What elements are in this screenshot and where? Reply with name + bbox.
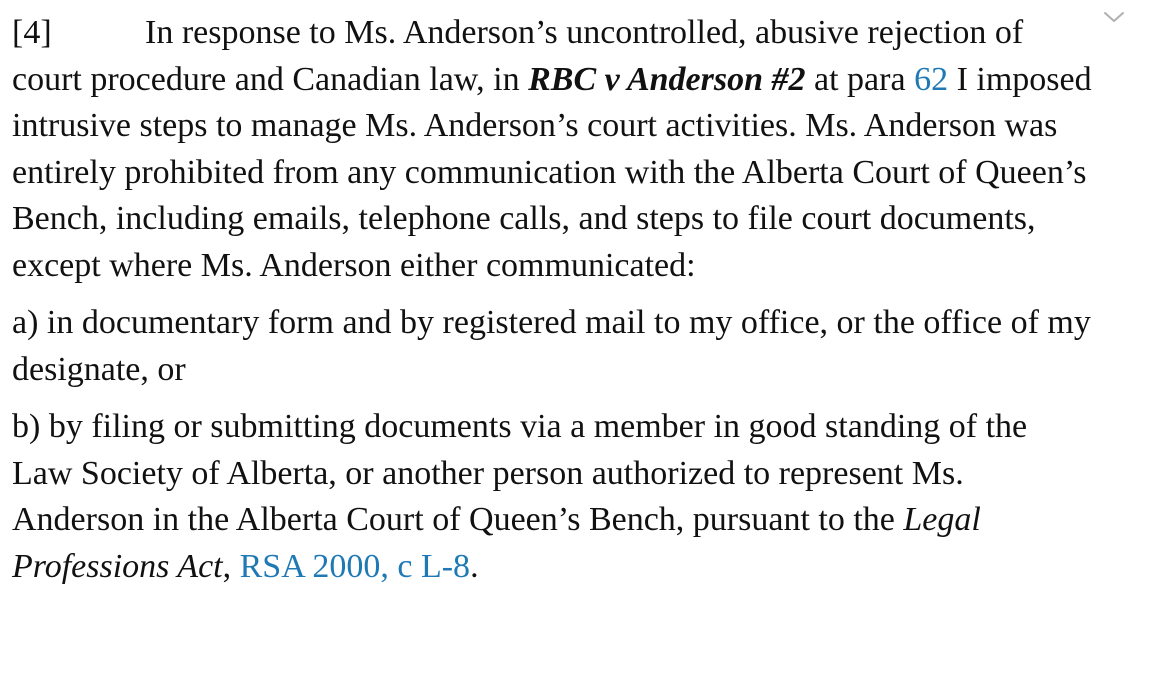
para-62-link[interactable]: 62 <box>914 60 949 98</box>
paragraph-4 <box>12 10 1092 289</box>
judgment-text <box>12 10 1092 590</box>
list-item-b <box>12 404 1092 590</box>
list-item-a-text: a) in documentary form and by registered mail to my office, or the office of my designate, or <box>12 304 1091 388</box>
case-name: RBC v Anderson #2 <box>528 60 806 98</box>
list-item-b-separator: , <box>222 547 240 585</box>
act-name: Legal Professions Act <box>12 501 981 585</box>
citation-link[interactable]: RSA 2000, c L-8 <box>239 547 471 585</box>
list-item-b-text-start: b) by filing or submitting documents via a member in good standing of the Law Society of Alberta, or another person authorized to represent Ms. Anderson in the Alberta Court of Queen’s Bench, pursuant to the <box>12 408 1028 538</box>
paragraph-text-para: at para <box>805 60 915 98</box>
list-item-a <box>12 300 1092 393</box>
paragraph-text-start: In response to Ms. Anderson’s uncontrolled, abusive rejection of court procedure and Canadian law, in <box>12 14 1024 98</box>
paragraph-number: [4] <box>12 14 52 51</box>
list-item-b-period: . <box>470 547 479 585</box>
paragraph-text-end: I imposed intrusive steps to manage Ms. Anderson’s court activities. Ms. Anderson was entirely prohibited from any communication with the Alberta Court of Queen’s Bench, including emails, telephone calls, and steps to file court documents, except where Ms. Anderson either communicated: <box>12 60 1092 284</box>
chevron-down-icon[interactable] <box>1102 6 1126 30</box>
